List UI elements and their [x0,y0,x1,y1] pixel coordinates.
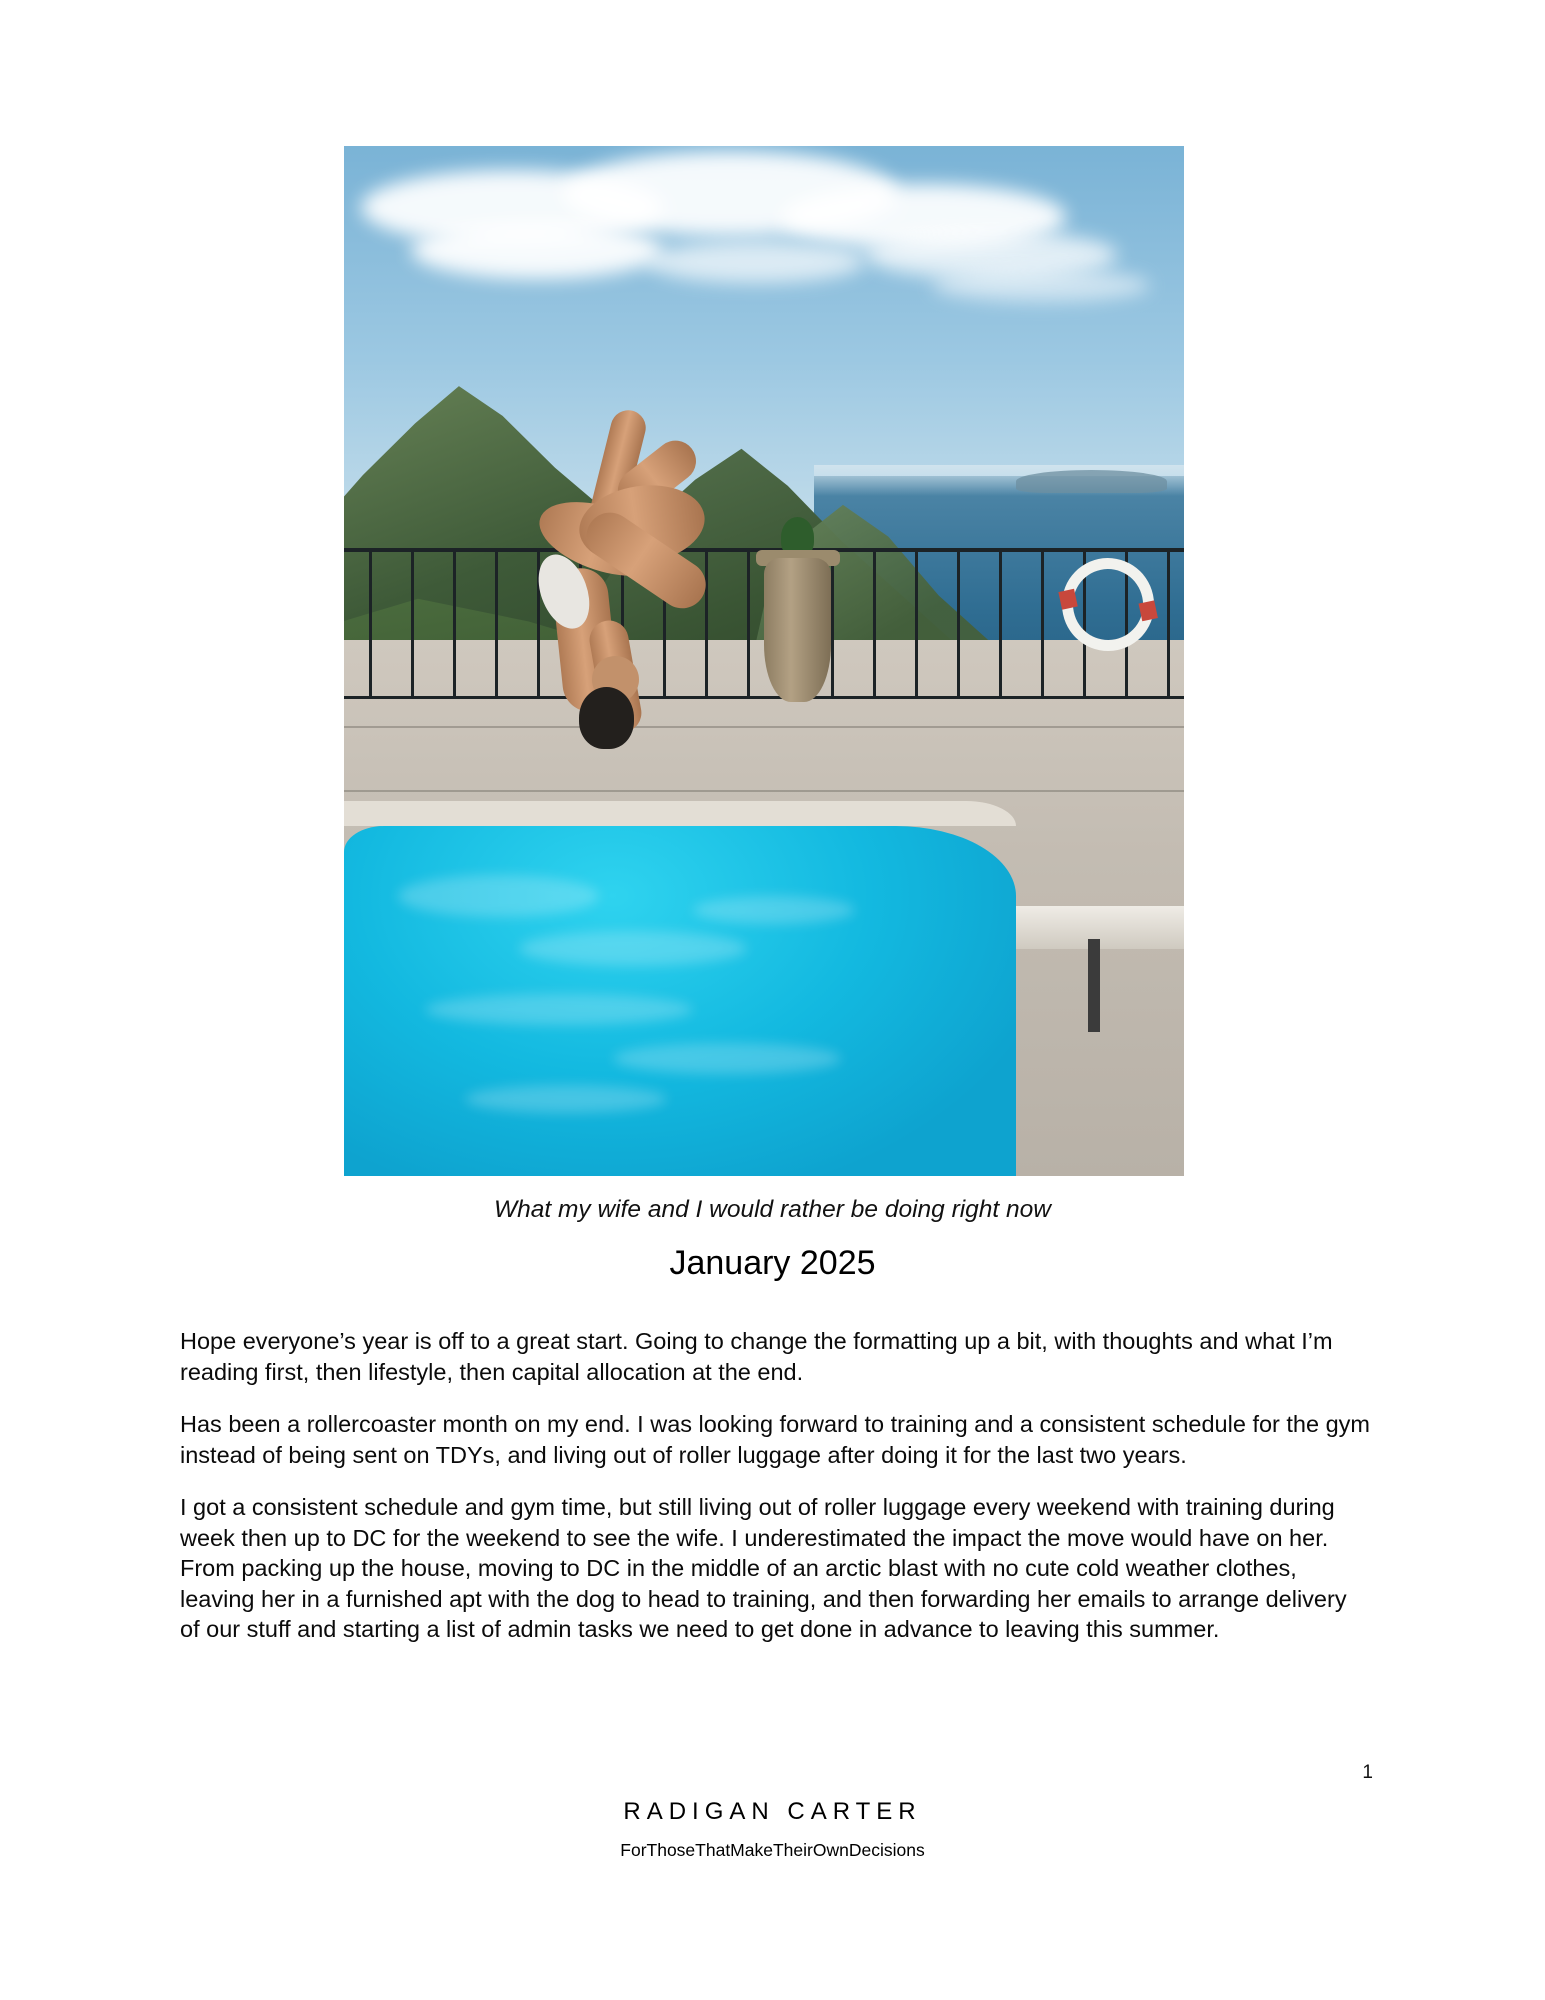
photo-figure [344,146,1184,1176]
footer-author-name: RADIGAN CARTER [623,1798,922,1825]
pool-diver-photo [344,146,1184,1176]
paragraph: Has been a rollercoaster month on my end. I was looking forward to training and a consistent schedule for the gym instead of being sent on TDYs, and living out of roller luggage after doing it for the last two years. [180,1411,1370,1468]
page-number: 1 [1362,1762,1373,1783]
article-body [180,1326,1370,1667]
footer-tagline: ForThoseThatMakeTheirOwnDecisions [620,1840,925,1860]
page-title: January 2025 [669,1244,876,1282]
paragraph: I got a consistent schedule and gym time, but still living out of roller luggage every weekend with training during week then up to DC for the weekend to see the wife. I underestimated the impact the move would have on her. From packing up the house, moving to DC in the middle of an arctic blast with no cute cold weather clothes, leaving her in a furnished apt with the dog to head to training, and then forwarding her emails to arrange delivery of our stuff and starting a list of admin tasks we need to get done in advance to leaving this summer. [180,1494,1347,1643]
diver-figure [344,146,1184,1176]
paragraph: Hope everyone’s year is off to a great start. Going to change the formatting up a bit, with thoughts and what I’m reading first, then lifestyle, then capital allocation at the end. [180,1328,1333,1385]
figure-caption: What my wife and I would rather be doing right now [494,1196,1051,1223]
